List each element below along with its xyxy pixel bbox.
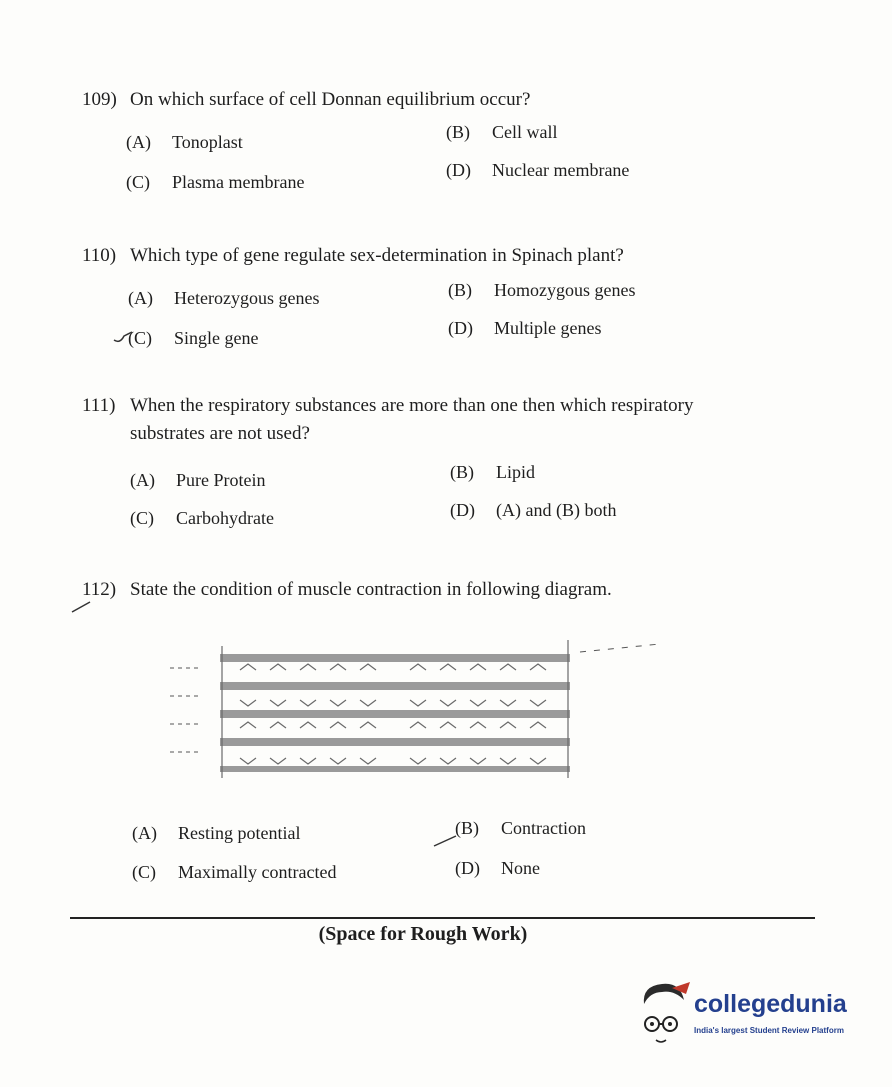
option-c: (C) Plasma membrane	[126, 172, 305, 192]
option-d: (D) Nuclear membrane	[446, 160, 630, 180]
question-109	[82, 86, 772, 192]
divider-line	[70, 917, 815, 919]
question-text: When the respiratory substances are more than one then which respiratory substrates are not used?	[130, 395, 694, 444]
question-number: 112)	[82, 579, 117, 600]
question-number: 110)	[82, 245, 117, 266]
option-a: (A) Heterozygous genes	[128, 288, 320, 308]
option-d: (D) None	[455, 858, 540, 878]
question-number: 109)	[82, 89, 117, 110]
question-text: Which type of gene regulate sex-determination in Spinach plant?	[130, 245, 624, 266]
option-a: (A) Tonoplast	[126, 132, 243, 152]
question-112	[82, 576, 772, 604]
question-text: State the condition of muscle contraction in following diagram.	[130, 579, 612, 600]
mascot-icon	[632, 980, 692, 1050]
option-a: (A) Pure Protein	[130, 470, 266, 490]
answer-tick-mark	[112, 330, 134, 346]
answer-tick-mark	[70, 598, 92, 614]
option-d: (D) (A) and (B) both	[450, 500, 617, 520]
option-a: (A) Resting potential	[132, 823, 301, 843]
option-d: (D) Multiple genes	[448, 318, 602, 338]
option-b: (B) Lipid	[450, 462, 535, 482]
logo-name: collegedunia	[694, 990, 847, 1018]
option-b: (B) Homozygous genes	[448, 280, 636, 300]
question-text: On which surface of cell Donnan equilibrium occur?	[130, 89, 531, 110]
rough-work-label: (Space for Rough Work)	[318, 923, 528, 945]
question-number: 111)	[82, 395, 116, 416]
option-c: (C) Maximally contracted	[132, 862, 337, 882]
logo-tagline: India's largest Student Review Platform	[694, 1026, 844, 1035]
collegedunia-logo	[632, 980, 872, 1050]
option-b: (B) Contraction	[455, 818, 586, 838]
option-c: (C) Carbohydrate	[130, 508, 274, 528]
muscle-sarcomere-diagram	[160, 630, 670, 790]
option-b: (B) Cell wall	[446, 122, 558, 142]
answer-tick-mark	[432, 832, 458, 848]
question-111	[82, 392, 772, 528]
option-c: (C) Single gene	[128, 328, 259, 348]
question-110	[82, 242, 772, 348]
